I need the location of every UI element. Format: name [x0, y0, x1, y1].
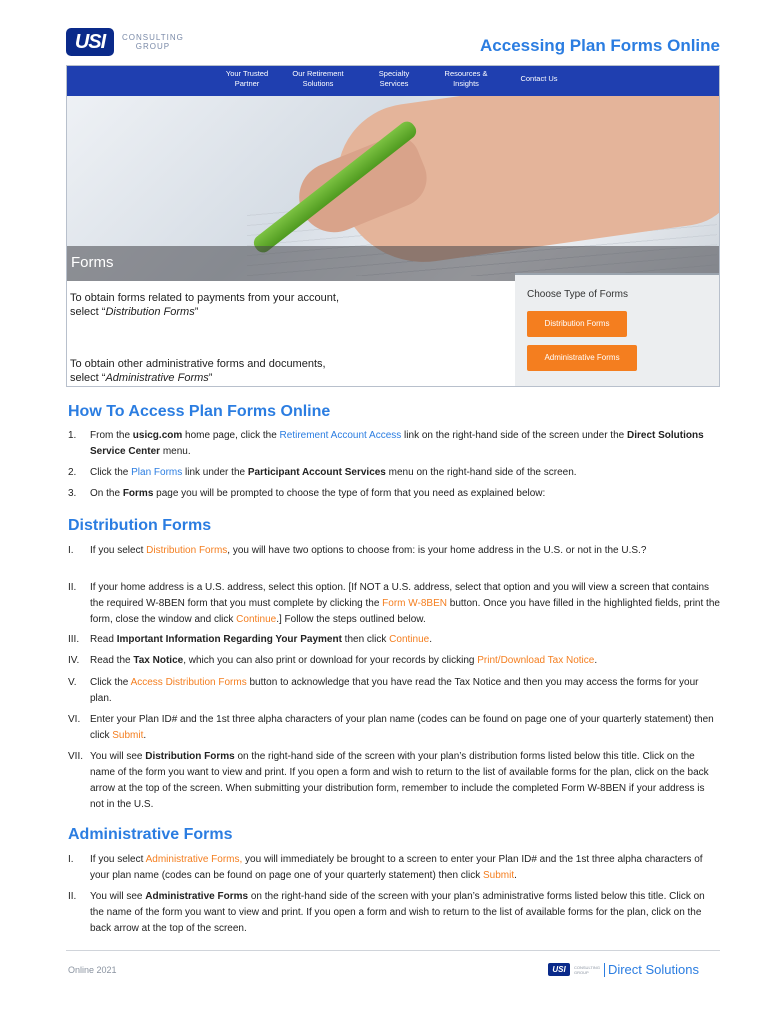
admin-instruction: To obtain other administrative forms and documents, select “Administrative Forms”	[70, 358, 326, 384]
footer-brand: Direct Solutions	[607, 962, 699, 977]
administrative-forms-button[interactable]: Administrative Forms	[527, 345, 637, 371]
nav-item-resources-insights[interactable]: Resources & Insights	[444, 69, 488, 88]
footer-logo	[548, 962, 699, 977]
list-item: IV. Read the Tax Notice, which you can also print or download for your records by clicking Print/Download Tax Notice.	[68, 655, 598, 666]
list-item: II. You will see Administrative Forms on the right-hand side of the screen with your plan’s administrative forms listed below this title. Click on the name of the form you want to view and print. If you open a form and wish to return to the list of available forms for the plan, click on the back arrow at the top of the screen.	[68, 891, 705, 934]
site-nav	[67, 66, 719, 96]
footer-logo-subtext: CONSULTING GROUP	[574, 964, 600, 975]
website-screenshot	[66, 65, 720, 387]
nav-item-contact-us[interactable]: Contact Us	[520, 74, 558, 83]
administrative-heading: Administrative Forms	[68, 826, 233, 843]
footer-divider	[66, 950, 720, 951]
distribution-heading: Distribution Forms	[68, 517, 212, 534]
page-title: Accessing Plan Forms Online	[480, 36, 720, 55]
retirement-account-access-link[interactable]: Retirement Account Access	[279, 430, 402, 441]
hero-image	[67, 96, 719, 281]
usi-logo	[66, 28, 184, 56]
distribution-forms-button[interactable]: Distribution Forms	[527, 311, 627, 337]
list-item: V. Click the Access Distribution Forms button to acknowledge that you have read the Tax Notice and then you may access the forms for your plan.	[68, 677, 699, 704]
list-item: 2. Click the Plan Forms link under the Participant Account Services menu on the right-hand side of the screen.	[68, 467, 577, 478]
plan-forms-link[interactable]: Plan Forms	[131, 467, 183, 478]
nav-item-trusted-partner[interactable]: Your Trusted Partner	[225, 69, 269, 88]
list-item: VII. You will see Distribution Forms on the right-hand side of the screen with your plan’s distribution forms listed below this title. Click on the name of the form you want to view and print. If you open a form and wish to return to the list of available forms for the plan, click on the back arrow at the top of the screen. When submitting your distribution form, remember to include the completed Form W-8BEN if your address is not in the U.S.	[68, 751, 709, 810]
usi-logo-mark: USI	[66, 28, 114, 56]
distribution-instruction: To obtain forms related to payments from your account, select “Distribution Forms”	[70, 292, 340, 318]
list-item: VI. Enter your Plan ID# and the 1st three alpha characters of your plan name (codes can be found on page one of your quarterly statement) then click Submit.	[68, 714, 714, 741]
nav-item-specialty-services[interactable]: Specialty Services	[378, 69, 410, 88]
footer-date: Online 2021	[68, 965, 117, 975]
list-item: I. If you select Distribution Forms, you will have two options to choose from: is your home address in the U.S. or not in the U.S.?	[68, 545, 647, 556]
nav-item-retirement-solutions[interactable]: Our Retirement Solutions	[292, 69, 344, 88]
list-item: 3. On the Forms page you will be prompted to choose the type of form that you need as explained below:	[68, 488, 546, 499]
access-heading: How To Access Plan Forms Online	[68, 403, 331, 420]
logo-subtext: CONSULTING GROUP	[122, 33, 184, 51]
list-item: III. Read Important Information Regarding Your Payment then click Continue.	[68, 634, 432, 645]
footer-usi-mark: USI	[548, 963, 570, 976]
list-item: 1. From the usicg.com home page, click the Retirement Account Access link on the right-hand side of the screen under the Direct Solutions Service Center menu.	[68, 430, 704, 457]
list-item: II. If your home address is a U.S. address, select this option. [If NOT a U.S. address, select that option and you will view a screen that contains the required W-8BEN form that you must complete by clicking the Form W-8BEN button. Once you have filled in the highlighted fields, print the form, close the window and click Continue.] Follow the steps outlined below.	[68, 582, 720, 625]
choose-forms-label: Choose Type of Forms	[527, 289, 628, 300]
choose-forms-panel	[515, 273, 720, 387]
forms-banner-title: Forms	[71, 254, 114, 271]
footer-logo-divider	[604, 963, 605, 977]
list-item: I. If you select Administrative Forms, you will immediately be brought to a screen to enter your Plan ID# and the 1st three alpha characters of your plan name (codes can be found on page one of your quarterly statement) then click Submit.	[68, 854, 703, 881]
